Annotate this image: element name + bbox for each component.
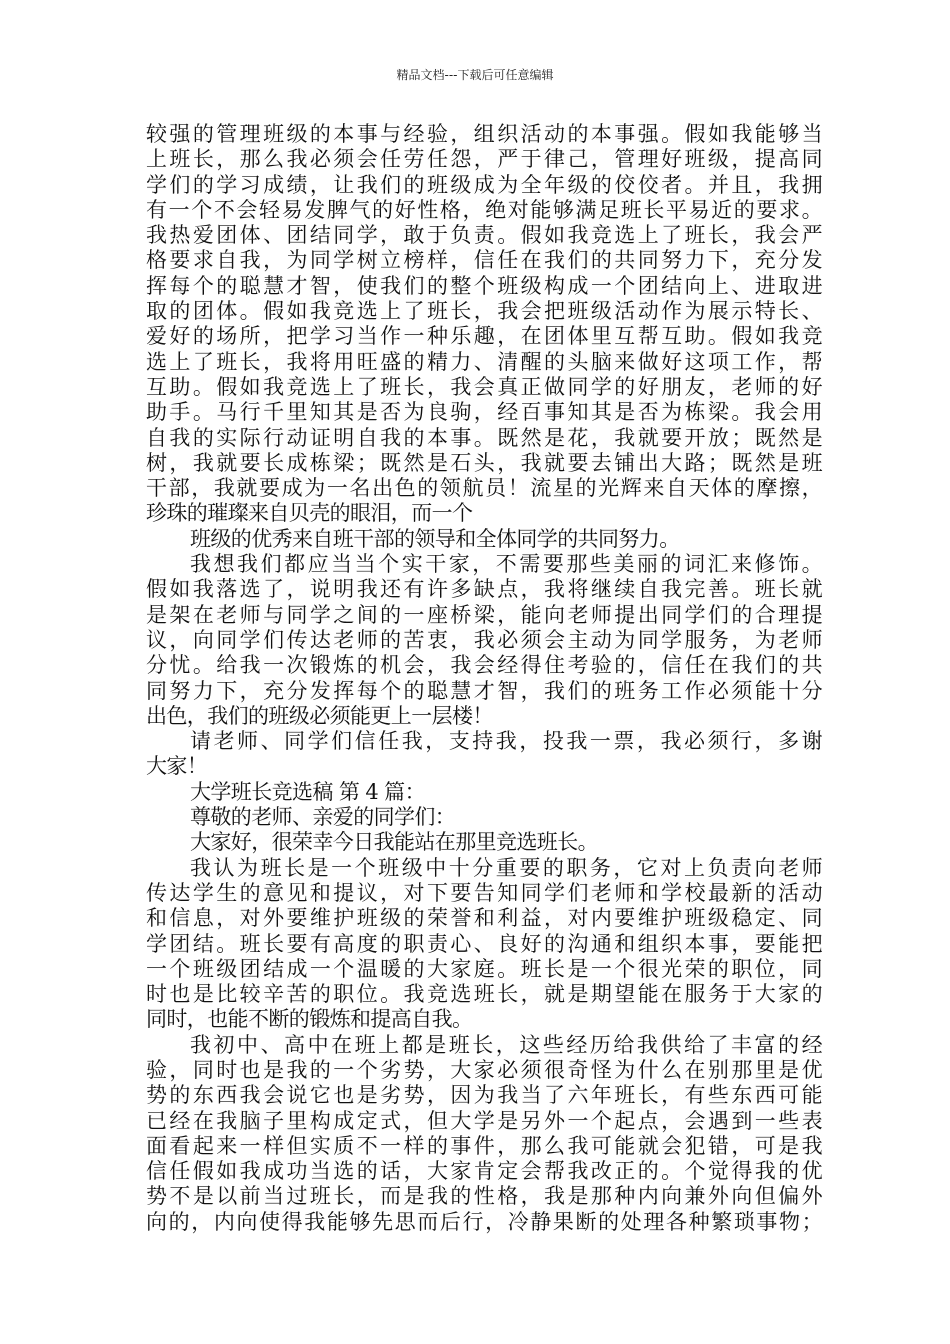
text-line: 面看起来一样但实质不一样的事件，那么我可能就会犯错，可是我 [146,1133,822,1158]
text-line: 大家好，很荣幸今日我能站在那里竞选班长。 [190,830,598,855]
text-line: 同时，也能不断的锻炼和提高自我。 [146,1007,473,1032]
text-line: 班级的优秀来自班干部的领导和全体同学的共同努力。 [190,526,680,551]
text-line: 请老师、同学们信任我，支持我，投我一票，我必须行，多谢 [190,729,822,754]
text-line: 学团结。班长要有高度的职责心、良好的沟通和组织本事，要能把 [146,931,822,956]
text-line: 我初中、高中在班上都是班长，这些经历给我供给了丰富的经 [190,1032,822,1057]
text-line: 向的，内向使得我能够先思而后行，冷静果断的处理各种繁琐事物； [146,1209,822,1234]
text-line: 上班长，那么我必须会任劳任怨，严于律己，管理好班级，提高同 [146,147,822,172]
text-line: 我热爱团体、团结同学，敢于负责。假如我竞选上了班长，我会严 [146,223,822,248]
text-line: 学们的学习成绩，让我们的班级成为全年级的佼佼者。并且，我拥 [146,172,822,197]
text-line: 取的团体。假如我竞选上了班长，我会把班级活动作为展示特长、 [146,299,822,324]
text-line: 分忧。给我一次锻炼的机会，我会经得住考验的，信任在我们的共 [146,653,822,678]
text-line: 同努力下，充分发挥每个的聪慧才智，我们的班务工作必须能十分 [146,678,822,703]
text-line: 势的东西我会说它也是劣势，因为我当了六年班长，有些东西可能 [146,1083,822,1108]
document-body [146,122,822,1235]
page-header: 精品文档---下载后可任意编辑 [396,68,554,82]
text-line: 和信息，对外要维护班级的荣誉和利益，对内要维护班级稳定、同 [146,906,822,931]
text-line: 爱好的场所，把学习当作一种乐趣，在团体里互帮互助。假如我竞 [146,324,822,349]
text-line: 已经在我脑子里构成定式，但大学是另外一个起点，会遇到一些表 [146,1108,822,1133]
text-line: 格要求自我，为同学树立榜样，信任在我们的共同努力下，充分发 [146,248,822,273]
text-line: 较强的管理班级的本事与经验，组织活动的本事强。假如我能够当 [146,122,822,146]
text-line: 我想我们都应当当个实干家，不需要那些美丽的词汇来修饰。 [190,552,822,577]
text-line: 是架在老师与同学之间的一座桥梁，能向老师提出同学们的合理提 [146,602,822,627]
text-line: 助手。马行千里知其是否为良驹，经百事知其是否为栋梁。我会用 [146,400,822,425]
text-line: 一个班级团结成一个温暖的大家庭。班长是一个很光荣的职位，同 [146,956,822,981]
text-line: 珍珠的璀璨来自贝壳的眼泪，而一个 [146,501,473,526]
text-line: 假如我落选了，说明我还有许多缺点，我将继续自我完善。班长就 [146,577,822,602]
text-line: 自我的实际行动证明自我的本事。既然是花，我就要开放；既然是 [146,425,822,450]
text-line: 大学班长竞选稿 第 4 篇： [190,779,425,804]
text-line: 信任假如我成功当选的话，大家肯定会帮我改正的。个觉得我的优 [146,1159,822,1184]
text-line: 尊敬的老师、亲爱的同学们： [190,805,456,830]
text-line: 我认为班长是一个班级中十分重要的职务，它对上负责向老师 [190,855,822,880]
text-line: 互助。假如我竞选上了班长，我会真正做同学的好朋友，老师的好 [146,374,822,399]
text-line: 大家！ [146,754,208,779]
text-line: 出色，我们的班级必须能更上一层楼！ [146,703,493,728]
text-line: 树，我就要长成栋梁；既然是石头，我就要去铺出大路；既然是班 [146,450,822,475]
text-line: 选上了班长，我将用旺盛的精力、清醒的头脑来做好这项工作，帮 [146,349,822,374]
text-line: 干部，我就要成为一名出色的领航员！流星的光辉来自天体的摩擦， [146,476,822,501]
text-line: 挥每个的聪慧才智，使我们的整个班级构成一个团结向上、进取进 [146,273,822,298]
text-line: 有一个不会轻易发脾气的好性格，绝对能够满足班长平易近的要求。 [146,197,822,222]
text-line: 传达学生的意见和提议，对下要告知同学们老师和学校最新的活动 [146,880,822,905]
text-line: 势不是以前当过班长，而是我的性格，我是那种内向兼外向但偏外 [146,1184,822,1209]
text-line: 验，同时也是我的一个劣势，大家必须很奇怪为什么在别那里是优 [146,1057,822,1082]
text-line: 时也是比较辛苦的职位。我竞选班长，就是期望能在服务于大家的 [146,982,822,1007]
text-line: 议，向同学们传达老师的苦衷，我必须会主动为同学服务，为老师 [146,627,822,652]
